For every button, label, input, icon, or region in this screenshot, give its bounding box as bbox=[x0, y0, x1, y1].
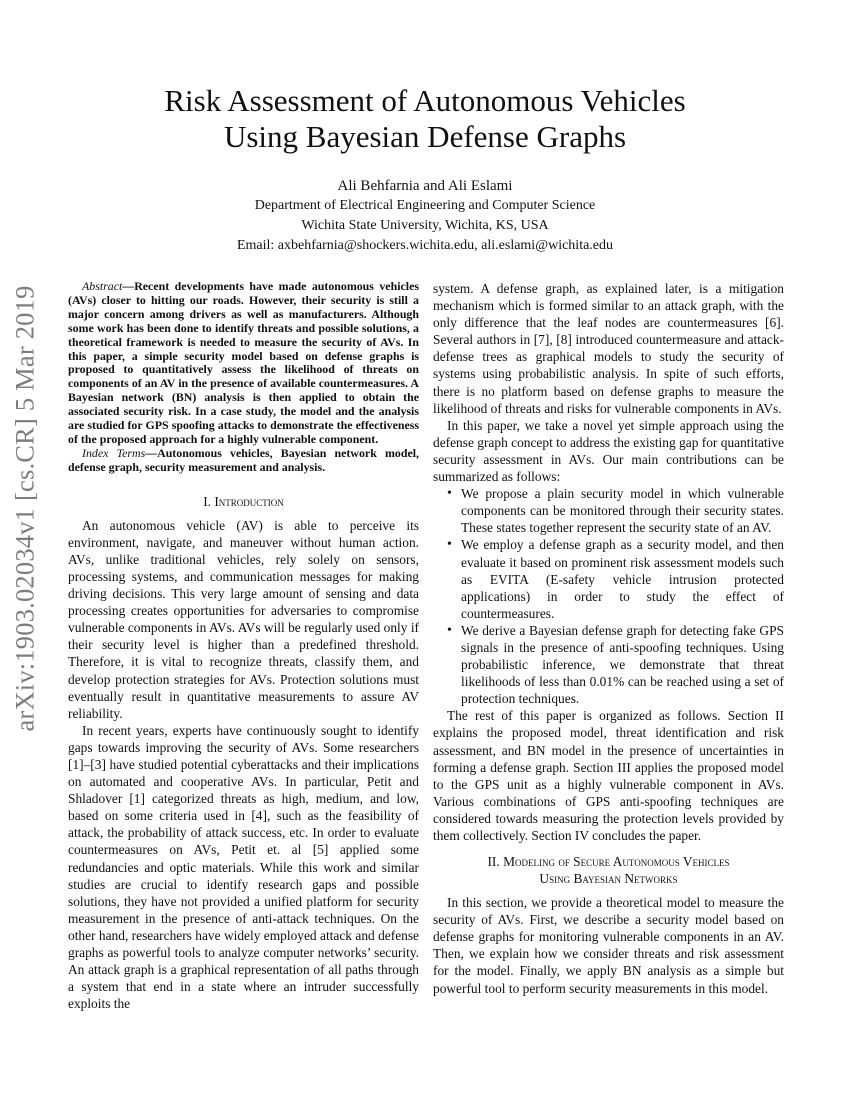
index-terms bbox=[68, 447, 419, 475]
abstract-text: —Recent developments have made autonomous vehicles (AVs) closer to hitting our roads. However, their security is still a major concern among drivers as well as manufacturers. Although some work has been done to identify threats and possible solutions, a theoretical framework is needed to measure the security of AVs. In this paper, a simple security model based on defense graphs is proposed to quantitatively assess the likelihood of threats on components of an AV in the presence of available countermeasures. A Bayesian network (BN) analysis is then applied to obtain the associated security risk. In a case study, the model and the analysis are studied for GPS spoofing attacks to demonstrate the effectiveness of the proposed approach for a highly vulnerable component. bbox=[68, 279, 419, 446]
index-terms-label: Index Terms bbox=[82, 445, 146, 460]
author-email: Email: axbehfarnia@shockers.wichita.edu, ali.eslami@wichita.edu bbox=[236, 238, 614, 253]
intro-paragraph-1: An autonomous vehicle (AV) is able to perceive its environment, navigate, and maneuver without human action. AVs, unlike traditional vehicles, rely solely on sensors, processing systems, and communication messages for making driving decisions. This very large amount of sensing and data processing creates opportunities for adversaries to compromise vulnerable components in AVs. AVs will be regularly used only if their security level is higher than a predefined threshold. Therefore, it is vital to recognize threats, classify them, and develop protection strategies for AVs. Protection solutions must eventually result in quantitative measurements to assure AV reliability. bbox=[68, 517, 419, 721]
contributions-list bbox=[433, 485, 784, 707]
author-department: Department of Electrical Engineering and Computer Science bbox=[254, 198, 596, 213]
intro-paragraph-3: system. A defense graph, as explained later, is a mitigation mechanism which is formed similar to an attack graph, with the only difference that the leaf nodes are countermeasures [6]. Several authors in [7], [8] introduced countermeasure and attack-defense trees as graphical models to study the security of systems using probabilistic analysis. In spite of such efforts, there is no platform based on defense graphs to measure the likelihood of threats and risks for vulnerable components in AVs. bbox=[433, 281, 784, 416]
title-line-2: Using Bayesian Defense Graphs bbox=[223, 119, 627, 154]
contribution-item: • We propose a plain security model in which vulnerable components can be monitored through their security states. These states together represent the security state of an AV. bbox=[461, 485, 784, 536]
index-terms-text: —Autonomous vehicles, Bayesian network model, defense graph, security measurement and analysis. bbox=[68, 445, 419, 474]
paper-title bbox=[60, 83, 790, 155]
intro-paragraph-2: In recent years, experts have continuously sought to identify gaps towards improving the security of AVs. Some researchers [1]–[3] have studied potential cyberattacks and their implications on automated and cooperative AVs. In particular, Petit and Shladover [1] categorized threats as high, medium, and low, based on some criteria used in [4], such as the feasibility of attack, the probability of attack success, etc. In order to evaluate countermeasures on AVs, Petit et. al [5] applied some redundancies and optic materials. While this work and similar studies are crucial to identify research gaps and possible solutions, they have not provided a unified platform for security measurement in the presence of anti-attack techniques. On the other hand, researchers have widely employed attack and defense graphs as powerful tools to analyze computer networks’ security. An attack graph is a graphical representation of all paths through a system that end in a state where an intruder successfully exploits the bbox=[68, 722, 419, 1012]
contribution-item: • We employ a defense graph as a security model, and then evaluate it based on prominent risk assessment models such as EVITA (E-safety vehicle intrusion protected applications) in order to study the effect of countermeasures. bbox=[461, 536, 784, 621]
section-2-heading-line-1: II. Modeling of Secure Autonomous Vehicles bbox=[487, 854, 730, 870]
author-university: Wichita State University, Wichita, KS, USA bbox=[301, 218, 549, 233]
contribution-item: • We derive a Bayesian defense graph for detecting fake GPS signals in the presence of anti-spoofing techniques. Using probabilistic inference, we demonstrate that threat likelihoods of less than 0.01% can be reached using a set of protection techniques. bbox=[461, 622, 784, 707]
left-column bbox=[68, 280, 419, 1012]
abstract-label: Abstract bbox=[82, 279, 123, 293]
section-2-heading bbox=[433, 853, 784, 887]
author-names: Ali Behfarnia and Ali Eslami bbox=[337, 178, 513, 194]
intro-paragraph-5: The rest of this paper is organized as follows. Section II explains the proposed model, threat identification and risk assessment, and BN model in the presence of uncertainties in forming a defense graph. Section III applies the proposed model to the GPS unit as a highly vulnerable component in AVs. Various combinations of GPS anti-spoofing techniques are considered towards measuring the protection levels provided by them collectively. Section IV concludes the paper. bbox=[433, 708, 784, 843]
section-2-heading-line-2: Using Bayesian Networks bbox=[539, 871, 678, 887]
abstract bbox=[68, 280, 419, 447]
right-column bbox=[433, 280, 784, 997]
arxiv-watermark bbox=[2, 270, 48, 746]
author-block bbox=[60, 176, 790, 256]
intro-paragraph-4: In this paper, we take a novel yet simple approach using the defense graph concept to address the existing gap for quantitative security assessment in AVs. Our main contributions can be summarized as follows: bbox=[433, 417, 784, 485]
title-line-1: Risk Assessment of Autonomous Vehicles bbox=[164, 83, 686, 118]
arxiv-identifier: arXiv:1903.02034v1 [cs.CR] 5 Mar 2019 bbox=[9, 284, 40, 732]
section-2-paragraph-1: In this section, we provide a theoretical model to measure the security of AVs. First, we describe a security model based on defense graphs for monitoring vulnerable components in an AV. Then, we explain how we consider threats and risk assessment for the model. Finally, we apply BN analysis as a simple but powerful tool to perform security measurements in this model. bbox=[433, 895, 784, 996]
section-1-heading: I. Introduction bbox=[203, 493, 284, 509]
